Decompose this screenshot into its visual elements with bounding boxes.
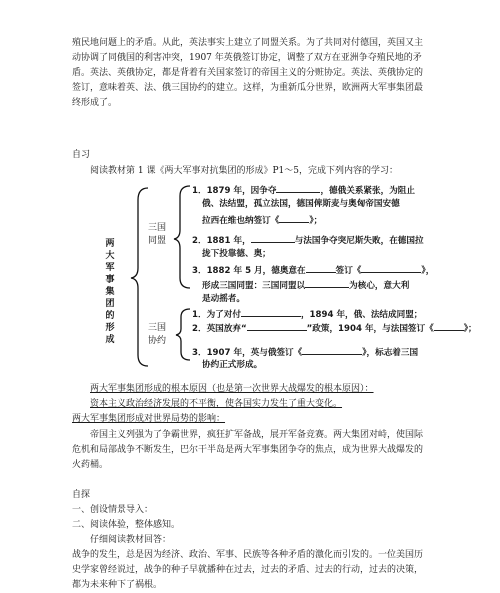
- alliance-item-3-line-2: 形成三国同盟：三国同盟以 为核心，意大利: [202, 278, 409, 293]
- fill-blank[interactable]: [361, 263, 421, 273]
- fill-blank[interactable]: [251, 233, 295, 243]
- alliance-item-2-line-2: 拢下投靠德、奥；: [202, 249, 271, 259]
- fill-blank[interactable]: [305, 278, 349, 288]
- fill-blank[interactable]: [434, 321, 464, 331]
- alliance-item-3-line-3: 是动摇者。: [202, 294, 245, 304]
- root-cause-heading: 两大军事集团形成的根本原因（也是第一次世界大战爆发的根本原因）：: [90, 384, 374, 394]
- reading-instruction: 阅读教材第 1 课《两大军事对抗集团的形成》P1～5，完成下列内容的学习：: [90, 166, 398, 176]
- fill-blank[interactable]: [279, 213, 309, 223]
- fill-blank[interactable]: [241, 307, 301, 317]
- fill-blank[interactable]: [247, 321, 307, 331]
- entente-item-3-line-2: 协约正式形成。: [202, 360, 263, 370]
- self-explore-heading: 自探: [72, 490, 91, 500]
- fill-blank[interactable]: [276, 183, 320, 193]
- intro-paragraph: 殖民地问题上的矛盾。从此，英法事实上建立了同盟关系。为了共同对付德国，英国又主动协调了同俄国的利害冲突，1907 年英俄签订协定，调整了双方在亚洲争夺殖民地的矛盾。英法、英俄协定，都是背着有关国家签订的帝国主义的分赃协定。英法、英俄协定的签订，意味着英、法、俄三国协约的建立。这样，为重新瓜分世界，欧洲两大军事集团最终形成了。: [72, 38, 424, 108]
- alliance-item-1: 1．1879 年，因争夺 ，德俄关系紧张，为阻止: [192, 183, 415, 198]
- step-two-sub: 仔细阅读教材回答：: [90, 535, 172, 545]
- impact-heading: 两大军事集团形成对世界局势的影响：: [72, 414, 226, 424]
- fill-blank[interactable]: [306, 263, 336, 273]
- entente-item-3: 3．1907 年，英与俄签订《 》，标志着三国: [192, 345, 418, 360]
- self-study-heading: 自习: [72, 150, 91, 160]
- alliance-item-1-line-3: 拉西在维也纳签订《 》；: [202, 213, 322, 228]
- fill-blank[interactable]: [302, 345, 362, 355]
- triple-entente-label: 三国 协约: [148, 323, 167, 346]
- impact-paragraph: 帝国主义列强为了争霸世界，疯狂扩军备战，展开军备竞赛。两大集团对峙，使国际危机和局部战争不断发生，巴尔干半岛是两大军事集团争夺的焦点，成为世界大战爆发的火药桶。: [72, 430, 424, 470]
- alliance-item-3: 3．1882 年 5 月，德奥意在 签订《 》，: [192, 263, 434, 278]
- root-cause-text: 资本主义政治经济发展的不平衡，使各国实力发生了重大变化。: [90, 399, 343, 409]
- step-two: 二、阅读体验，整体感知。: [72, 520, 181, 530]
- step-one: 一、创设情景导入：: [72, 505, 154, 515]
- alliance-item-1-line-2: 俄、法结盟，孤立法国，德国俾斯麦与奥匈帝国安德: [202, 199, 400, 209]
- entente-item-1: 1．为了对付 ，1894 年，俄、法结成同盟；: [192, 307, 422, 322]
- alliance-item-2: 2．1881 年， 与法国争夺突尼斯失败，在德国拉: [192, 233, 424, 248]
- entente-item-2: 2．英国放弃“ ”政策，1904 年，与法国签订《 》；: [192, 321, 477, 336]
- closing-paragraph: 战争的发生，总是因为经济、政治、军事、民族等各种矛盾的激化而引发的。一位美国历史学家曾经说过，战争的种子早就播种在过去，过去的矛盾、过去的行动，过去的决策，都为未来种下了祸根。: [72, 550, 424, 590]
- triple-alliance-label: 三国 同盟: [148, 223, 167, 246]
- diagram-title: 两大军事集团的形成: [105, 239, 115, 345]
